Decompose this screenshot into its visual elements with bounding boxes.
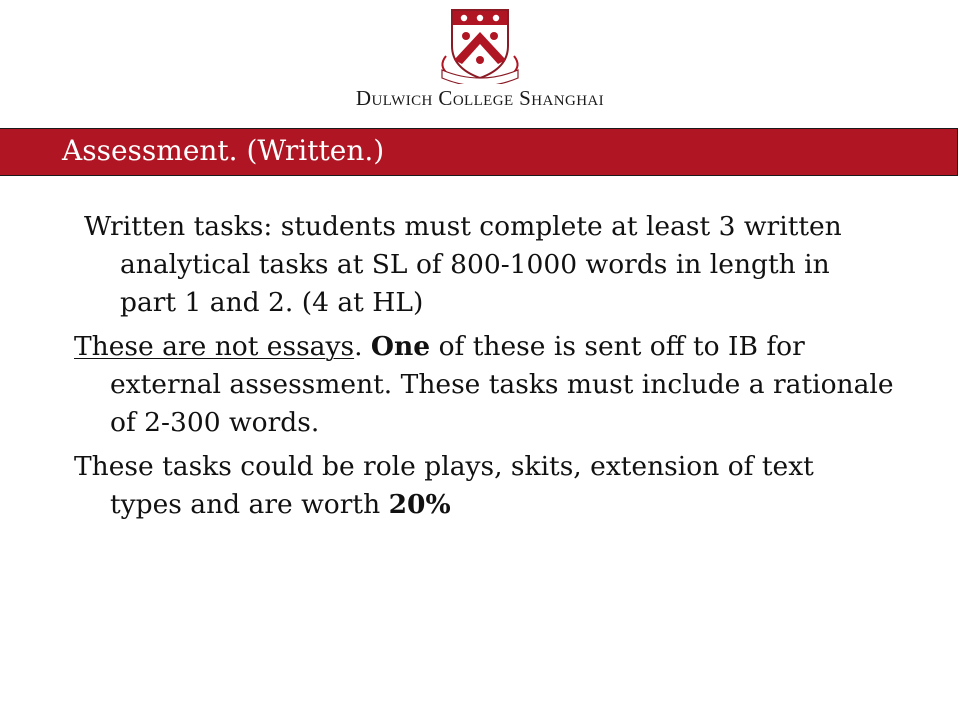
- paragraph-task-types: [74, 448, 894, 524]
- paragraph-text: Written tasks: students must complete at least 3 written analytical tasks at SL of 800-1000 words in length in part 1 and 2. (4 at HL): [84, 211, 842, 318]
- paragraph-written-tasks: [74, 208, 894, 322]
- underlined-phrase: These are not essays: [74, 331, 355, 362]
- college-crest: [428, 6, 532, 84]
- separator-text: .: [354, 331, 371, 362]
- paragraph-text: of these is sent off to IB for external assessment. These tasks must include a rationale of 2-300 words.: [110, 331, 894, 438]
- bold-word: One: [370, 331, 431, 362]
- paragraph-text: These tasks could be role plays, skits, extension of text types and are worth: [74, 451, 814, 520]
- crest-icon: [428, 6, 532, 84]
- paragraph-not-essays: [74, 328, 894, 442]
- title-bar: [0, 128, 958, 176]
- slide-body: [74, 208, 894, 530]
- slide-title: Assessment. (Written.): [62, 134, 385, 167]
- weighting-value: 20%: [388, 489, 451, 520]
- college-name: Dulwich College Shanghai: [355, 86, 605, 110]
